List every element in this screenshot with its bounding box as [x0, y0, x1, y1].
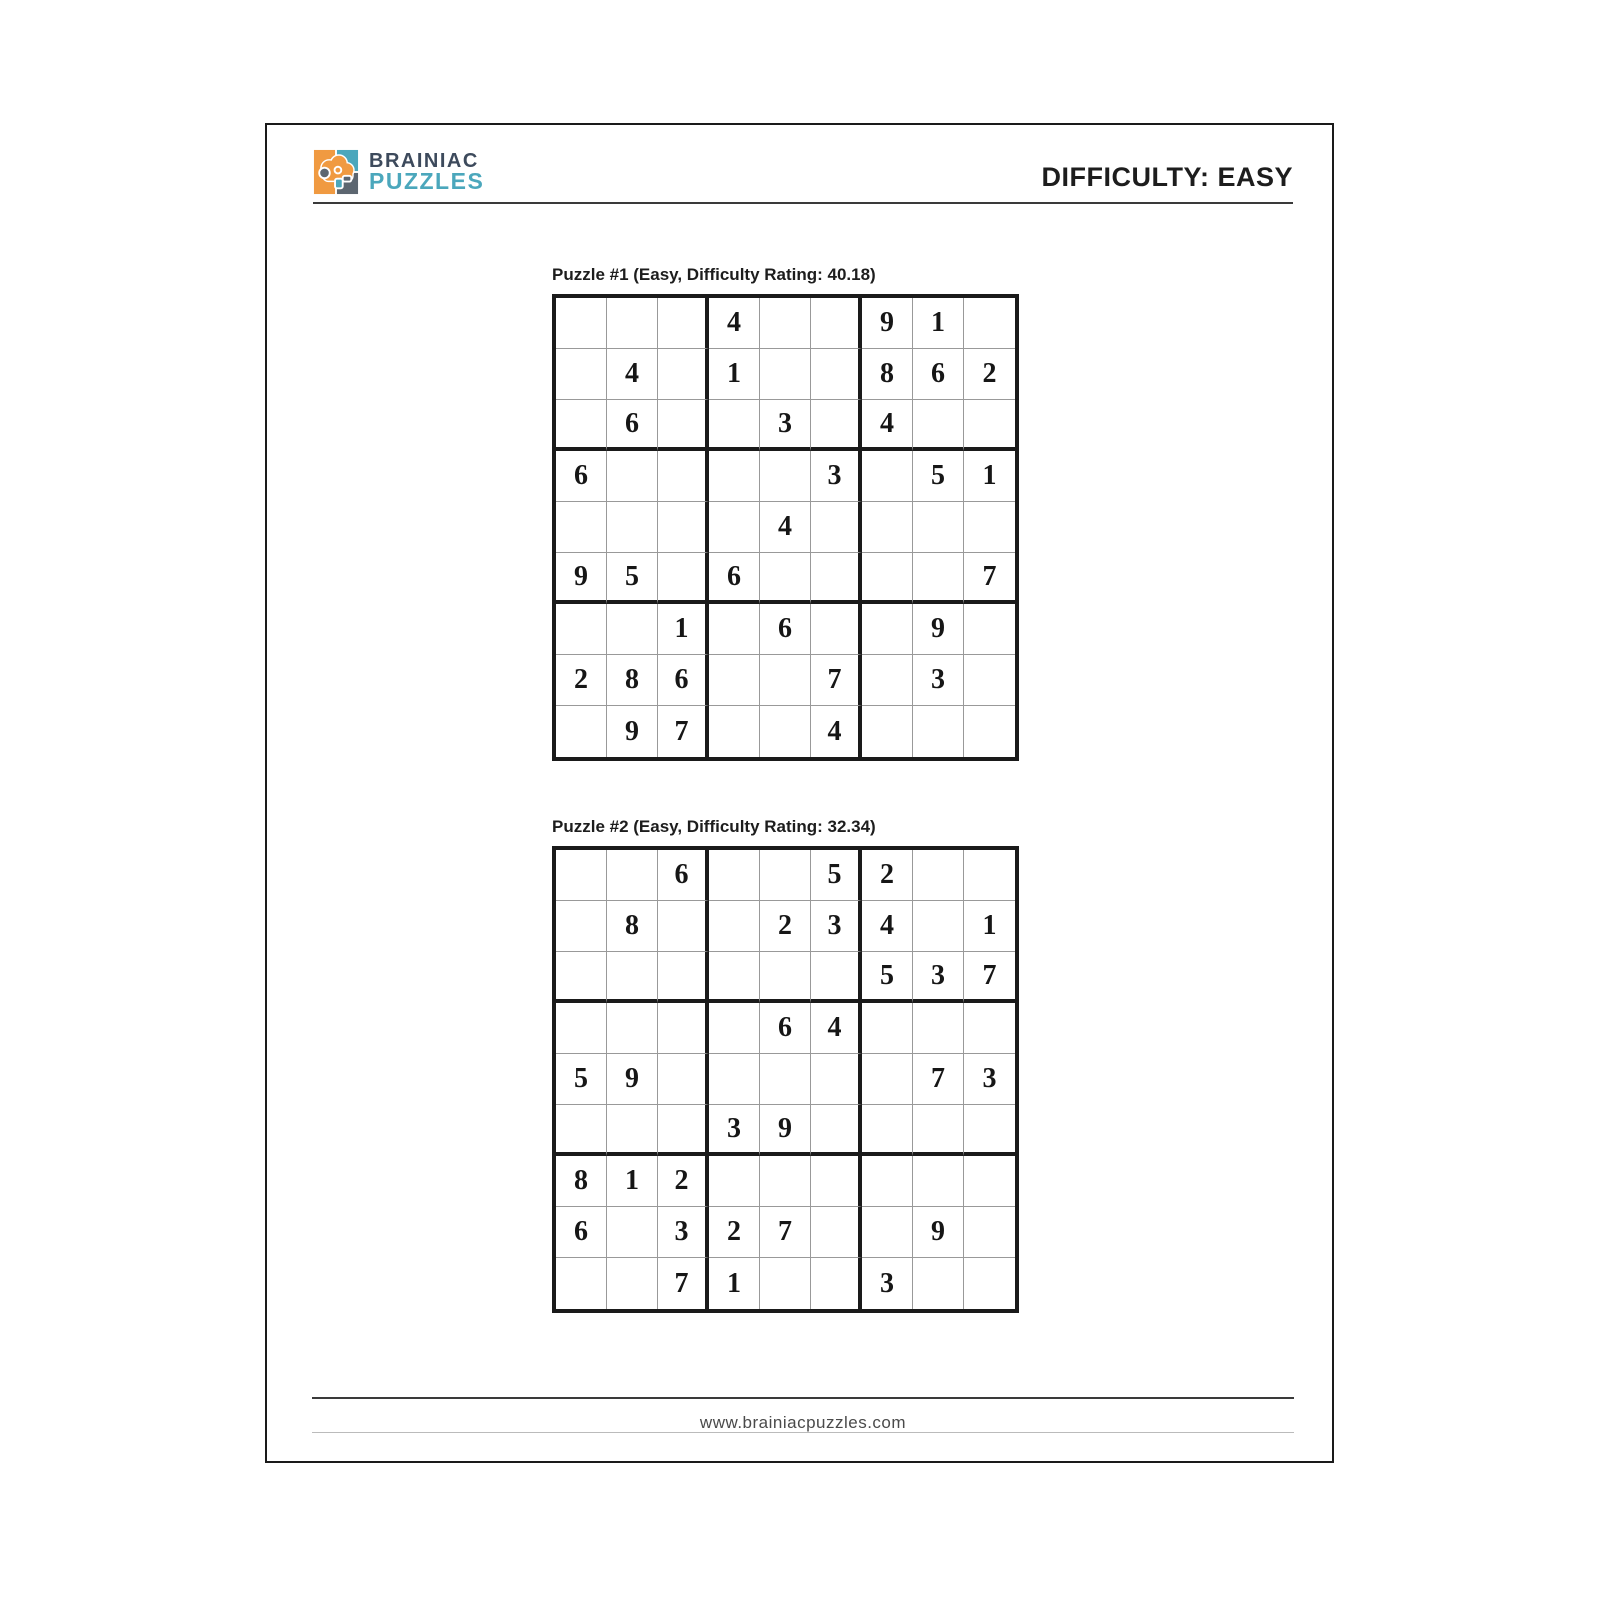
sudoku-empty-cell	[760, 349, 811, 400]
sudoku-empty-cell	[607, 1258, 658, 1309]
sudoku-given-cell: 7	[811, 655, 862, 706]
sudoku-empty-cell	[811, 400, 862, 451]
sudoku-given-cell: 3	[964, 1054, 1015, 1105]
sudoku-empty-cell	[811, 1054, 862, 1105]
sudoku-given-cell: 8	[607, 901, 658, 952]
sudoku-empty-cell	[709, 901, 760, 952]
sudoku-grid-2	[552, 846, 1019, 1313]
sudoku-empty-cell	[658, 553, 709, 604]
sudoku-given-cell: 4	[709, 298, 760, 349]
sudoku-given-cell: 3	[811, 451, 862, 502]
brand-wordmark	[369, 152, 484, 192]
printable-page	[265, 123, 1334, 1463]
sudoku-empty-cell	[811, 1207, 862, 1258]
sudoku-grid-1	[552, 294, 1019, 761]
sudoku-given-cell: 4	[862, 901, 913, 952]
sudoku-empty-cell	[913, 1105, 964, 1156]
sudoku-empty-cell	[607, 1003, 658, 1054]
sudoku-empty-cell	[607, 502, 658, 553]
sudoku-empty-cell	[709, 706, 760, 757]
sudoku-given-cell: 4	[760, 502, 811, 553]
sudoku-given-cell: 6	[760, 1003, 811, 1054]
sudoku-given-cell: 5	[607, 553, 658, 604]
sudoku-given-cell: 6	[658, 850, 709, 901]
sudoku-given-cell: 4	[811, 706, 862, 757]
sudoku-empty-cell	[862, 604, 913, 655]
sudoku-empty-cell	[862, 1054, 913, 1105]
sudoku-empty-cell	[556, 952, 607, 1003]
sudoku-empty-cell	[760, 553, 811, 604]
sudoku-empty-cell	[913, 1003, 964, 1054]
sudoku-empty-cell	[709, 1156, 760, 1207]
sudoku-empty-cell	[964, 502, 1015, 553]
sudoku-empty-cell	[760, 952, 811, 1003]
sudoku-given-cell: 1	[709, 349, 760, 400]
sudoku-empty-cell	[760, 1258, 811, 1309]
sudoku-empty-cell	[556, 706, 607, 757]
sudoku-given-cell: 2	[760, 901, 811, 952]
sudoku-empty-cell	[913, 553, 964, 604]
sudoku-empty-cell	[607, 451, 658, 502]
sudoku-empty-cell	[658, 298, 709, 349]
sudoku-empty-cell	[556, 901, 607, 952]
sudoku-given-cell: 1	[607, 1156, 658, 1207]
sudoku-empty-cell	[709, 604, 760, 655]
sudoku-empty-cell	[556, 400, 607, 451]
sudoku-empty-cell	[556, 1105, 607, 1156]
sudoku-empty-cell	[760, 451, 811, 502]
brain-puzzle-icon	[313, 149, 359, 195]
sudoku-empty-cell	[556, 502, 607, 553]
sudoku-given-cell: 8	[556, 1156, 607, 1207]
sudoku-empty-cell	[709, 952, 760, 1003]
sudoku-empty-cell	[913, 850, 964, 901]
sudoku-empty-cell	[709, 1003, 760, 1054]
sudoku-empty-cell	[658, 901, 709, 952]
sudoku-given-cell: 6	[709, 553, 760, 604]
sudoku-given-cell: 9	[556, 553, 607, 604]
sudoku-given-cell: 3	[760, 400, 811, 451]
sudoku-empty-cell	[964, 655, 1015, 706]
sudoku-given-cell: 3	[862, 1258, 913, 1309]
sudoku-empty-cell	[964, 298, 1015, 349]
sudoku-empty-cell	[964, 1156, 1015, 1207]
sudoku-given-cell: 7	[913, 1054, 964, 1105]
sudoku-given-cell: 3	[913, 655, 964, 706]
sudoku-empty-cell	[862, 502, 913, 553]
sudoku-empty-cell	[862, 1003, 913, 1054]
sudoku-given-cell: 3	[658, 1207, 709, 1258]
sudoku-empty-cell	[964, 1003, 1015, 1054]
sudoku-empty-cell	[913, 901, 964, 952]
sudoku-given-cell: 1	[709, 1258, 760, 1309]
sudoku-empty-cell	[760, 1054, 811, 1105]
sudoku-given-cell: 7	[658, 706, 709, 757]
sudoku-given-cell: 9	[607, 1054, 658, 1105]
sudoku-empty-cell	[658, 1054, 709, 1105]
sudoku-empty-cell	[658, 1003, 709, 1054]
sudoku-empty-cell	[811, 553, 862, 604]
sudoku-empty-cell	[607, 1207, 658, 1258]
sudoku-empty-cell	[811, 604, 862, 655]
sudoku-empty-cell	[709, 400, 760, 451]
sudoku-empty-cell	[811, 1105, 862, 1156]
sudoku-given-cell: 6	[556, 1207, 607, 1258]
sudoku-given-cell: 6	[607, 400, 658, 451]
sudoku-given-cell: 7	[964, 553, 1015, 604]
sudoku-empty-cell	[964, 850, 1015, 901]
sudoku-empty-cell	[709, 1054, 760, 1105]
sudoku-given-cell: 6	[913, 349, 964, 400]
sudoku-given-cell: 4	[607, 349, 658, 400]
sudoku-empty-cell	[964, 1207, 1015, 1258]
sudoku-given-cell: 9	[913, 604, 964, 655]
sudoku-empty-cell	[709, 850, 760, 901]
sudoku-empty-cell	[811, 349, 862, 400]
sudoku-empty-cell	[811, 952, 862, 1003]
sudoku-given-cell: 5	[862, 952, 913, 1003]
sudoku-given-cell: 9	[913, 1207, 964, 1258]
sudoku-empty-cell	[913, 1156, 964, 1207]
sudoku-empty-cell	[862, 706, 913, 757]
sudoku-empty-cell	[811, 298, 862, 349]
sudoku-given-cell: 6	[760, 604, 811, 655]
sudoku-empty-cell	[760, 1156, 811, 1207]
sudoku-given-cell: 1	[964, 901, 1015, 952]
sudoku-given-cell: 5	[556, 1054, 607, 1105]
sudoku-empty-cell	[862, 1207, 913, 1258]
sudoku-empty-cell	[709, 451, 760, 502]
brand-name-line2: PUZZLES	[369, 168, 485, 194]
sudoku-empty-cell	[556, 604, 607, 655]
sudoku-empty-cell	[556, 349, 607, 400]
sudoku-given-cell: 3	[709, 1105, 760, 1156]
sudoku-empty-cell	[811, 502, 862, 553]
page-header	[313, 149, 1293, 204]
sudoku-empty-cell	[760, 655, 811, 706]
sudoku-empty-cell	[964, 1258, 1015, 1309]
sudoku-given-cell: 9	[862, 298, 913, 349]
sudoku-empty-cell	[964, 604, 1015, 655]
sudoku-empty-cell	[862, 1156, 913, 1207]
puzzle-1-title: Puzzle #1 (Easy, Difficulty Rating: 40.18)	[552, 265, 876, 284]
sudoku-empty-cell	[913, 502, 964, 553]
brand-logo	[313, 149, 484, 195]
sudoku-empty-cell	[658, 451, 709, 502]
sudoku-empty-cell	[607, 604, 658, 655]
sudoku-given-cell: 2	[964, 349, 1015, 400]
sudoku-empty-cell	[964, 1105, 1015, 1156]
sudoku-empty-cell	[709, 655, 760, 706]
sudoku-given-cell: 2	[556, 655, 607, 706]
sudoku-given-cell: 1	[658, 604, 709, 655]
sudoku-given-cell: 4	[811, 1003, 862, 1054]
sudoku-empty-cell	[760, 298, 811, 349]
puzzle-section-2	[552, 817, 1019, 1313]
sudoku-given-cell: 8	[607, 655, 658, 706]
sudoku-given-cell: 2	[658, 1156, 709, 1207]
sudoku-empty-cell	[607, 1105, 658, 1156]
sudoku-given-cell: 4	[862, 400, 913, 451]
sudoku-empty-cell	[658, 1105, 709, 1156]
sudoku-given-cell: 7	[658, 1258, 709, 1309]
sudoku-empty-cell	[556, 850, 607, 901]
sudoku-empty-cell	[811, 1258, 862, 1309]
sudoku-given-cell: 6	[658, 655, 709, 706]
sudoku-empty-cell	[964, 706, 1015, 757]
sudoku-given-cell: 9	[607, 706, 658, 757]
sudoku-given-cell: 2	[862, 850, 913, 901]
sudoku-empty-cell	[658, 400, 709, 451]
sudoku-given-cell: 1	[964, 451, 1015, 502]
sudoku-empty-cell	[862, 1105, 913, 1156]
sudoku-given-cell: 7	[760, 1207, 811, 1258]
sudoku-empty-cell	[862, 553, 913, 604]
sudoku-given-cell: 7	[964, 952, 1015, 1003]
footer-url: www.brainiacpuzzles.com	[699, 1413, 907, 1432]
sudoku-given-cell: 2	[709, 1207, 760, 1258]
sudoku-empty-cell	[760, 850, 811, 901]
sudoku-empty-cell	[658, 349, 709, 400]
puzzle-section-1	[552, 265, 1019, 761]
sudoku-given-cell: 6	[556, 451, 607, 502]
sudoku-empty-cell	[607, 952, 658, 1003]
sudoku-empty-cell	[862, 655, 913, 706]
sudoku-empty-cell	[862, 451, 913, 502]
sudoku-empty-cell	[913, 706, 964, 757]
sudoku-empty-cell	[709, 502, 760, 553]
sudoku-empty-cell	[607, 850, 658, 901]
sudoku-empty-cell	[913, 1258, 964, 1309]
sudoku-empty-cell	[964, 400, 1015, 451]
sudoku-empty-cell	[658, 952, 709, 1003]
brand-name-line1: BRAINIAC	[369, 150, 479, 172]
sudoku-empty-cell	[556, 1258, 607, 1309]
puzzle-2-title: Puzzle #2 (Easy, Difficulty Rating: 32.34)	[552, 817, 876, 836]
page-footer	[312, 1397, 1294, 1433]
sudoku-given-cell: 5	[913, 451, 964, 502]
sudoku-given-cell: 1	[913, 298, 964, 349]
sudoku-given-cell: 5	[811, 850, 862, 901]
sudoku-empty-cell	[658, 502, 709, 553]
sudoku-given-cell: 3	[811, 901, 862, 952]
sudoku-empty-cell	[556, 1003, 607, 1054]
sudoku-empty-cell	[556, 298, 607, 349]
sudoku-given-cell: 9	[760, 1105, 811, 1156]
sudoku-empty-cell	[811, 1156, 862, 1207]
sudoku-empty-cell	[760, 706, 811, 757]
difficulty-header: DIFFICULTY: EASY	[1041, 162, 1293, 192]
sudoku-given-cell: 3	[913, 952, 964, 1003]
sudoku-empty-cell	[913, 400, 964, 451]
sudoku-given-cell: 8	[862, 349, 913, 400]
sudoku-empty-cell	[607, 298, 658, 349]
